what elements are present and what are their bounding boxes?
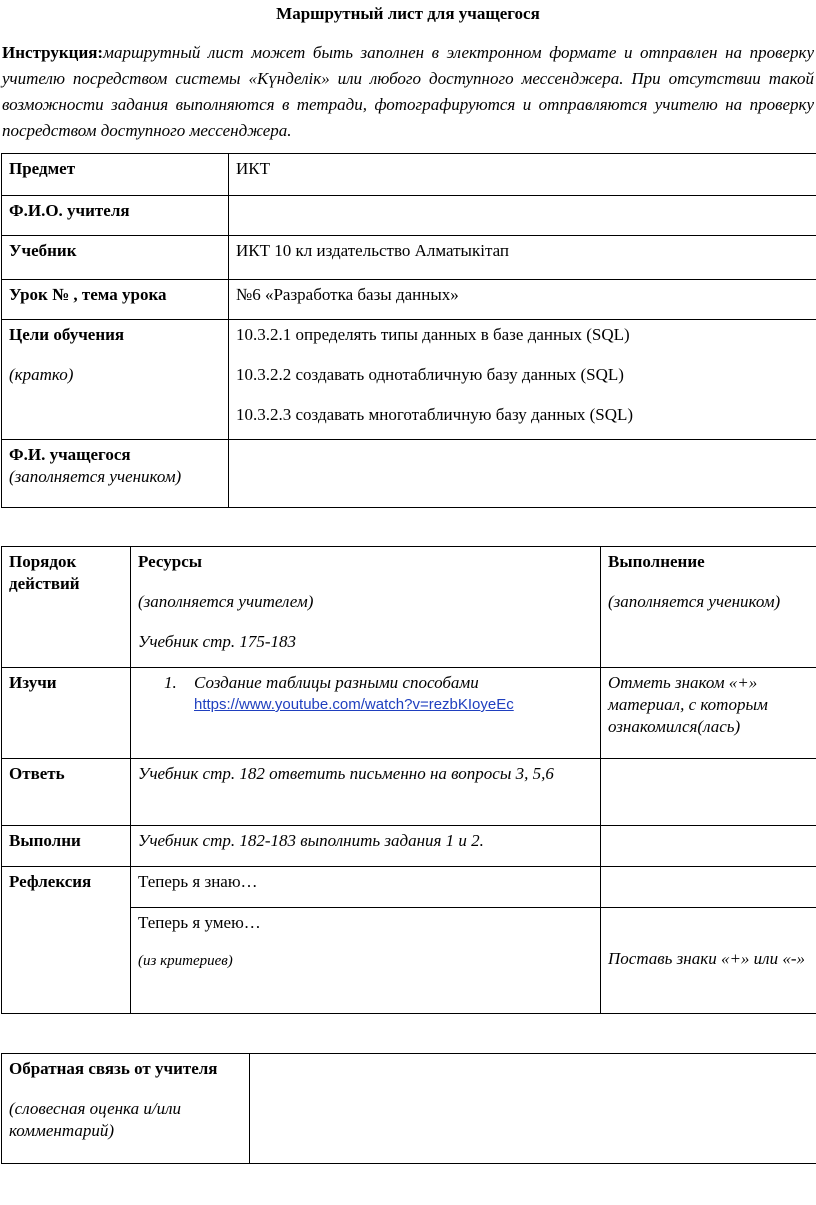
goal-item: 10.3.2.2 создавать однотабличную базу данных (SQL): [236, 365, 624, 384]
resources-header: [131, 547, 601, 668]
student-value[interactable]: [229, 440, 816, 508]
resources-sub: (заполняется учителем): [138, 592, 314, 611]
feedback-label: Обратная связь от учителя: [9, 1059, 218, 1078]
teacher-value[interactable]: [229, 196, 816, 236]
reflection-criteria: (из критериев): [138, 953, 233, 969]
done-title: Выполнение: [608, 552, 705, 571]
goals-cell[interactable]: [229, 320, 816, 440]
done-header: [601, 547, 816, 668]
feedback-value[interactable]: [250, 1054, 816, 1164]
do-label: Выполни: [2, 826, 131, 867]
reflection-can-cell: [131, 908, 601, 1014]
student-sublabel: (заполняется учеником): [9, 467, 182, 486]
goals-label: Цели обучения: [9, 325, 125, 344]
goals-sublabel: (кратко): [9, 365, 74, 384]
goal-item: 10.3.2.1 определять типы данных в базе данных (SQL): [236, 325, 630, 344]
order-header: Порядок действий: [2, 547, 131, 668]
goals-label-cell: [2, 320, 229, 440]
textbook-value[interactable]: ИКТ 10 кл издательство Алматыкітап: [229, 236, 816, 280]
tasks-table: [1, 546, 816, 1014]
instruction-label: Инструкция:: [2, 43, 104, 62]
feedback-table: [1, 1053, 816, 1164]
subject-value[interactable]: ИКТ: [229, 154, 816, 196]
textbook-label: Учебник: [2, 236, 229, 280]
teacher-label: Ф.И.О. учителя: [2, 196, 229, 236]
reflection-know: Теперь я знаю…: [131, 867, 601, 908]
feedback-sublabel: (словесная оценка и/или комментарий): [9, 1099, 181, 1140]
done-sub: (заполняется учеником): [608, 592, 781, 611]
page-title: Маршрутный лист для учащегося: [276, 4, 540, 23]
study-number: 1.: [164, 673, 177, 692]
lesson-label: Урок № , тема урока: [2, 280, 229, 320]
study-done[interactable]: Отметь знаком «+» материал, с которым ознакомился(лась): [601, 668, 816, 759]
instruction: [2, 40, 814, 144]
instruction-text: маршрутный лист может быть заполнен в электронном формате и отправлен на проверку учителю посредством системы «Күнделік» или любого доступного мессенджера. При отсутствии такой возможности задания выполняются в тетради, фотографируются и отправляются учителю на проверку посредством доступного мессенджера.: [2, 43, 814, 140]
answer-label: Ответь: [2, 759, 131, 826]
goal-item: 10.3.2.3 создавать многотабличную базу данных (SQL): [236, 405, 634, 424]
study-label: Изучи: [2, 668, 131, 759]
reflection-label: Рефлексия: [2, 867, 131, 1014]
reflection-done[interactable]: Поставь знаки «+» или «-»: [601, 908, 816, 1014]
answer-done[interactable]: [601, 759, 816, 826]
subject-label: Предмет: [2, 154, 229, 196]
student-label: Ф.И. учащегося: [9, 445, 131, 464]
resources-title: Ресурсы: [138, 552, 203, 571]
feedback-label-cell: [2, 1054, 250, 1164]
lesson-value[interactable]: №6 «Разработка базы данных»: [229, 280, 816, 320]
do-resources: Учебник стр. 182-183 выполнить задания 1 и 2.: [131, 826, 601, 867]
study-item: Создание таблицы разными способами: [194, 673, 479, 692]
do-done[interactable]: [601, 826, 816, 867]
answer-resources: Учебник стр. 182 ответить письменно на вопросы 3, 5,6: [131, 759, 601, 826]
resources-book: Учебник стр. 175-183: [138, 632, 297, 651]
reflection-can: Теперь я умею…: [138, 913, 261, 932]
student-label-cell: [2, 440, 229, 508]
reflection-know-done[interactable]: [601, 867, 816, 908]
study-resources: [131, 668, 601, 759]
study-link[interactable]: https://www.youtube.com/watch?v=rezbKIoyeEc: [194, 696, 514, 713]
info-table: [1, 153, 816, 508]
